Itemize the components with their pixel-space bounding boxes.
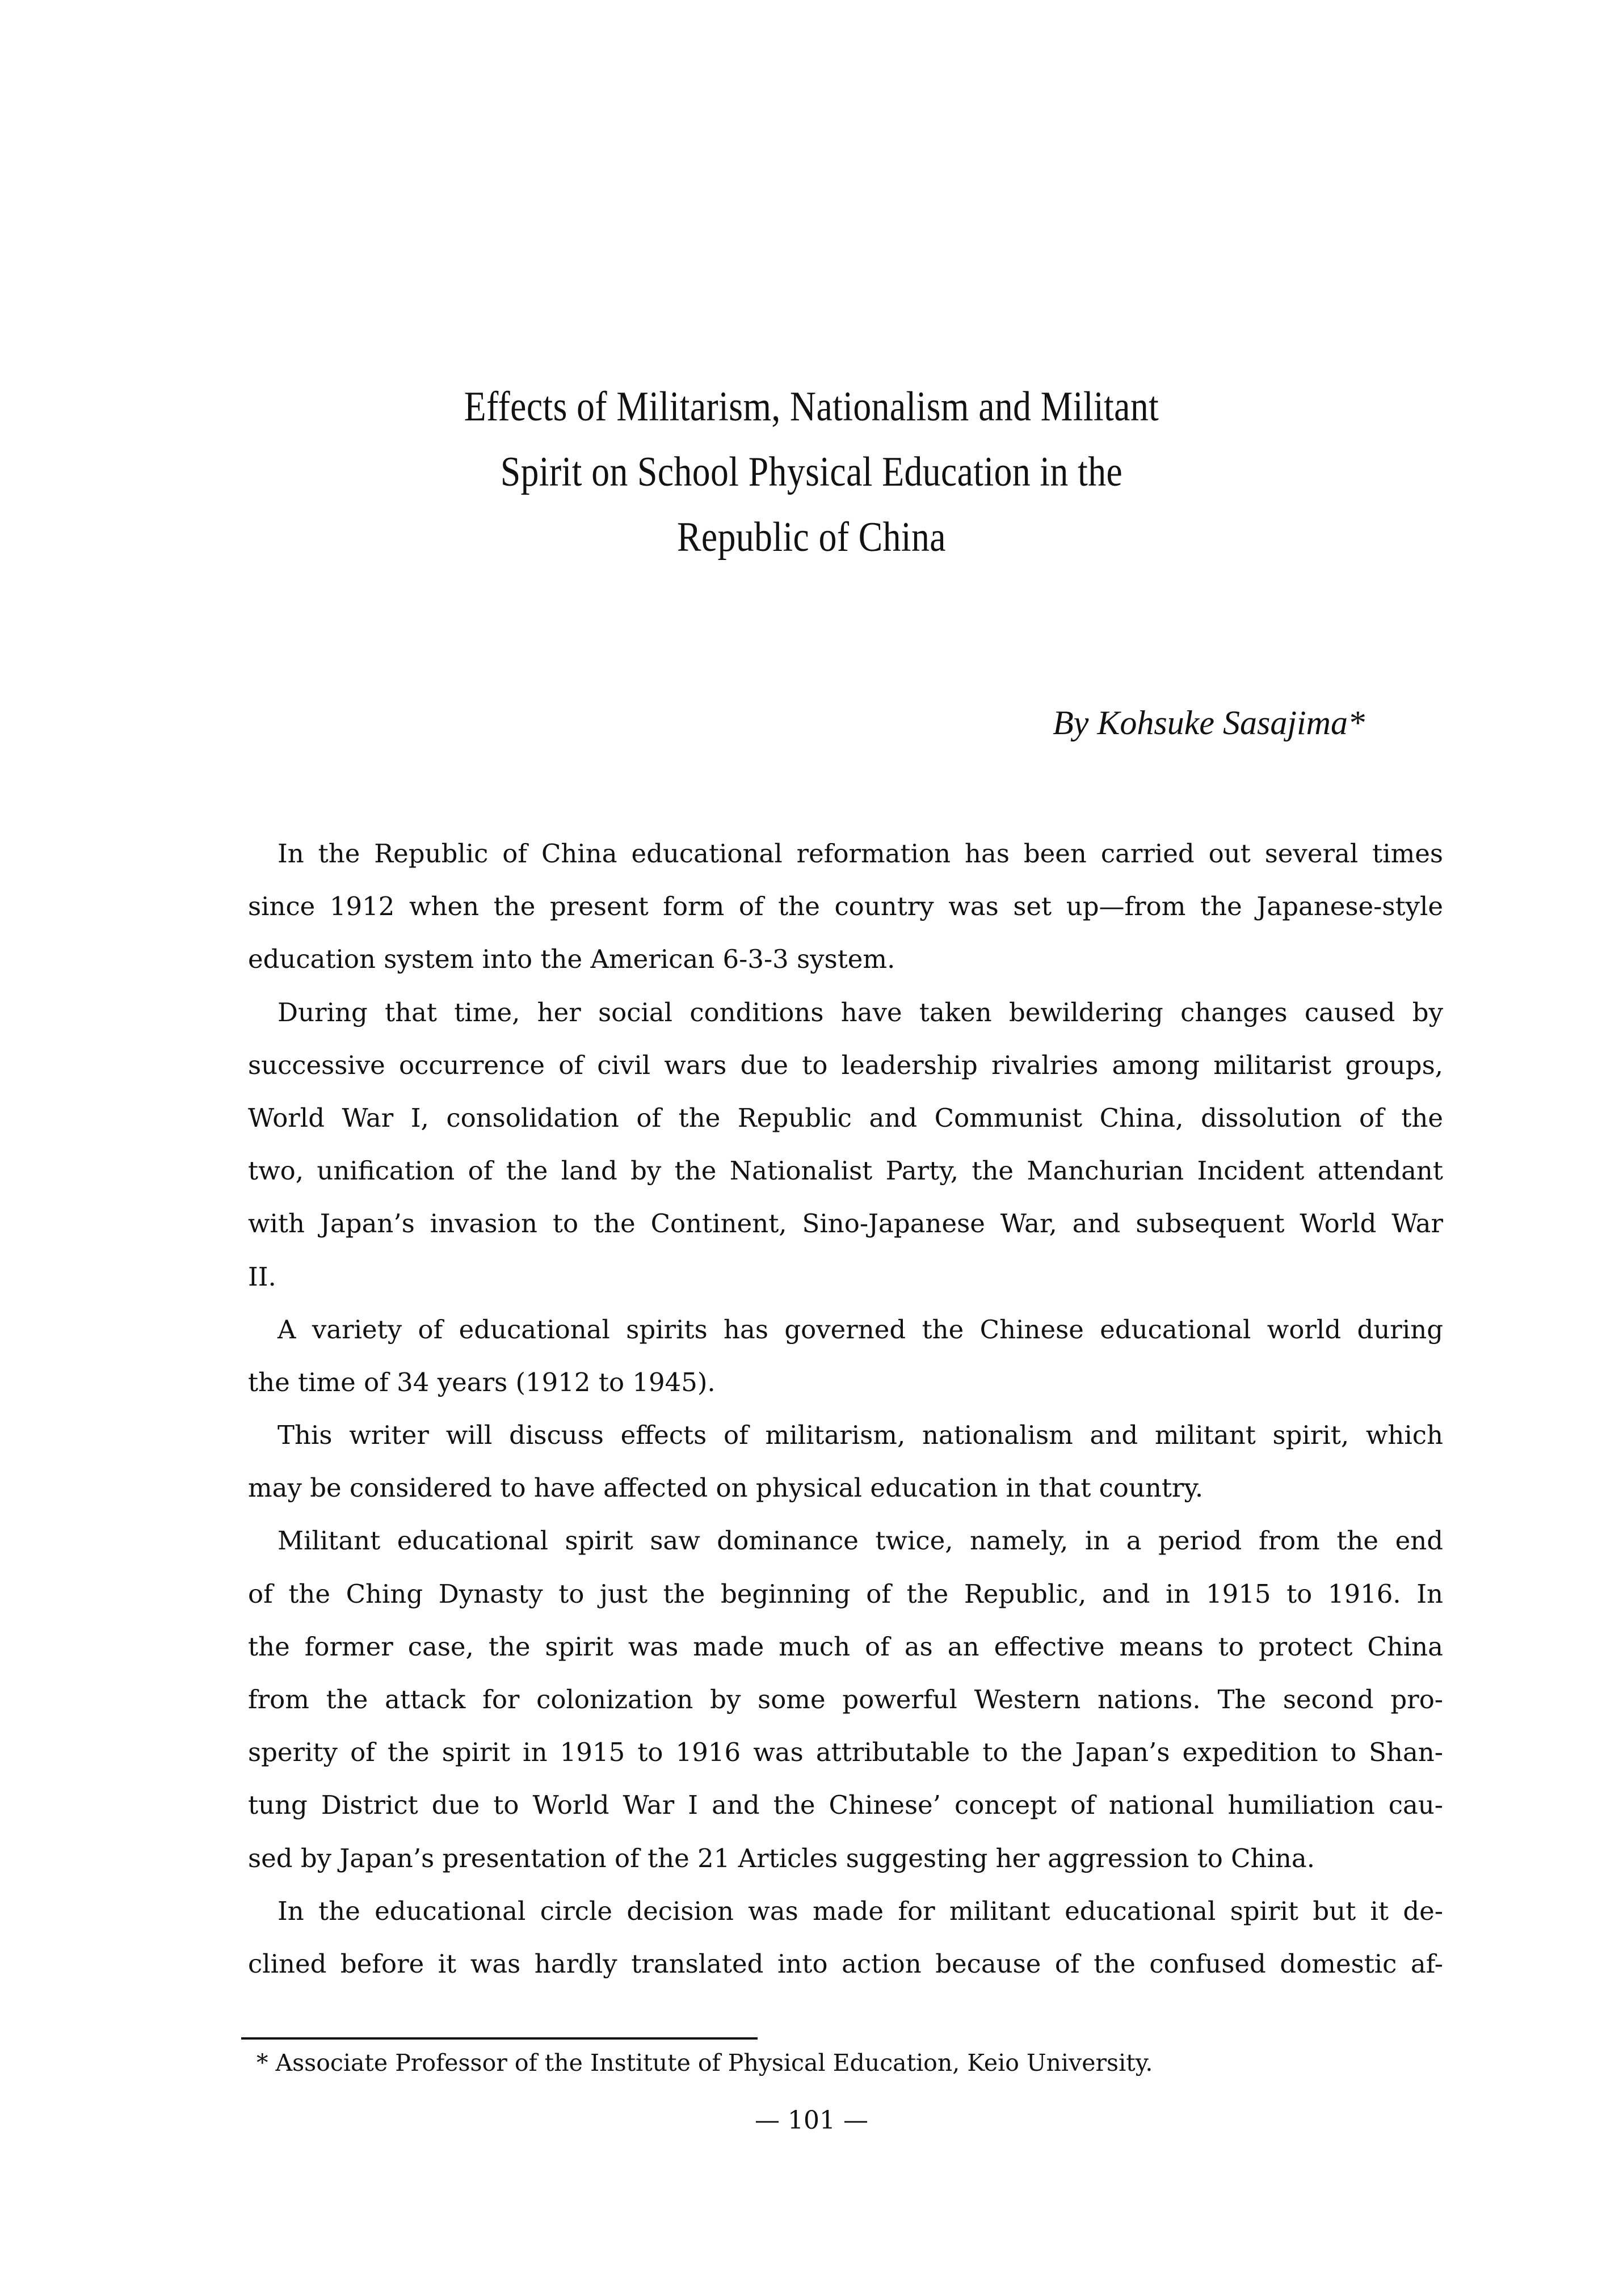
title-line: Effects of Militarism, Nationalism and Militant (464, 384, 1159, 430)
text-line: Militant educational spirit saw dominance twice, namely, in a period from the end (277, 1526, 1443, 1556)
text-line: with Japan’s invasion to the Continent, Sino-Japanese War, and subsequent World War (248, 1208, 1443, 1239)
paragraph (248, 1514, 1443, 1884)
paragraph (248, 986, 1443, 1303)
text-line: education system into the American 6-3-3 system. (248, 944, 895, 975)
text-line: successive occurrence of civil wars due to leadership rivalries among militarist groups, (248, 1050, 1443, 1080)
text-line: the former case, the spirit was made much of as an effective means to protect China (248, 1631, 1443, 1662)
paragraph (248, 1885, 1443, 1990)
text-line: from the attack for colonization by some powerful Western nations. The second pro- (248, 1684, 1443, 1714)
page-number: — 101 — (755, 2106, 868, 2135)
text-line: tung District due to World War I and the Chinese’ concept of national humiliation cau- (248, 1790, 1443, 1821)
text-line: This writer will discuss effects of militarism, nationalism and militant spirit, which (277, 1420, 1443, 1451)
paragraph (248, 827, 1443, 986)
text-line: II. (248, 1261, 276, 1292)
text-line: two, unification of the land by the Nationalist Party, the Manchurian Incident attendant (248, 1156, 1443, 1186)
text-line: World War I, consolidation of the Republic and Communist China, dissolution of the (248, 1102, 1443, 1133)
text-line: sperity of the spirit in 1915 to 1916 was attributable to the Japan’s expedition to Shan- (248, 1737, 1443, 1768)
text-line: may be considered to have affected on physical education in that country. (248, 1473, 1204, 1503)
paragraph (248, 1303, 1443, 1409)
author-byline: By Kohsuke Sasajima* (1053, 704, 1365, 742)
footnote: * Associate Professor of the Institute of Physical Education, Keio University. (257, 2049, 1153, 2076)
text-line: In the Republic of China educational reformation has been carried out several times (277, 839, 1443, 869)
text-line: the time of 34 years (1912 to 1945). (248, 1367, 716, 1397)
title-line: Republic of China (677, 514, 946, 561)
text-line: since 1912 when the present form of the country was set up—from the Japanese-style (248, 891, 1443, 922)
text-line: of the Ching Dynasty to just the beginning of the Republic, and in 1915 to 1916. In (248, 1578, 1443, 1609)
title-line: Spirit on School Physical Education in the (500, 449, 1123, 495)
paragraph (248, 1409, 1443, 1514)
article-body (248, 827, 1443, 1990)
text-line: During that time, her social conditions have taken bewildering changes caused by (277, 997, 1443, 1027)
text-line: sed by Japan’s presentation of the 21 Articles suggesting her aggression to China. (248, 1843, 1315, 1873)
footnote-divider (241, 2037, 758, 2040)
text-line: A variety of educational spirits has governed the Chinese educational world during (277, 1314, 1443, 1345)
text-line: clined before it was hardly translated into action because of the confused domestic af- (248, 1948, 1443, 1979)
article-title (0, 374, 1623, 570)
text-line: In the educational circle decision was made for militant educational spirit but it de- (277, 1895, 1443, 1926)
